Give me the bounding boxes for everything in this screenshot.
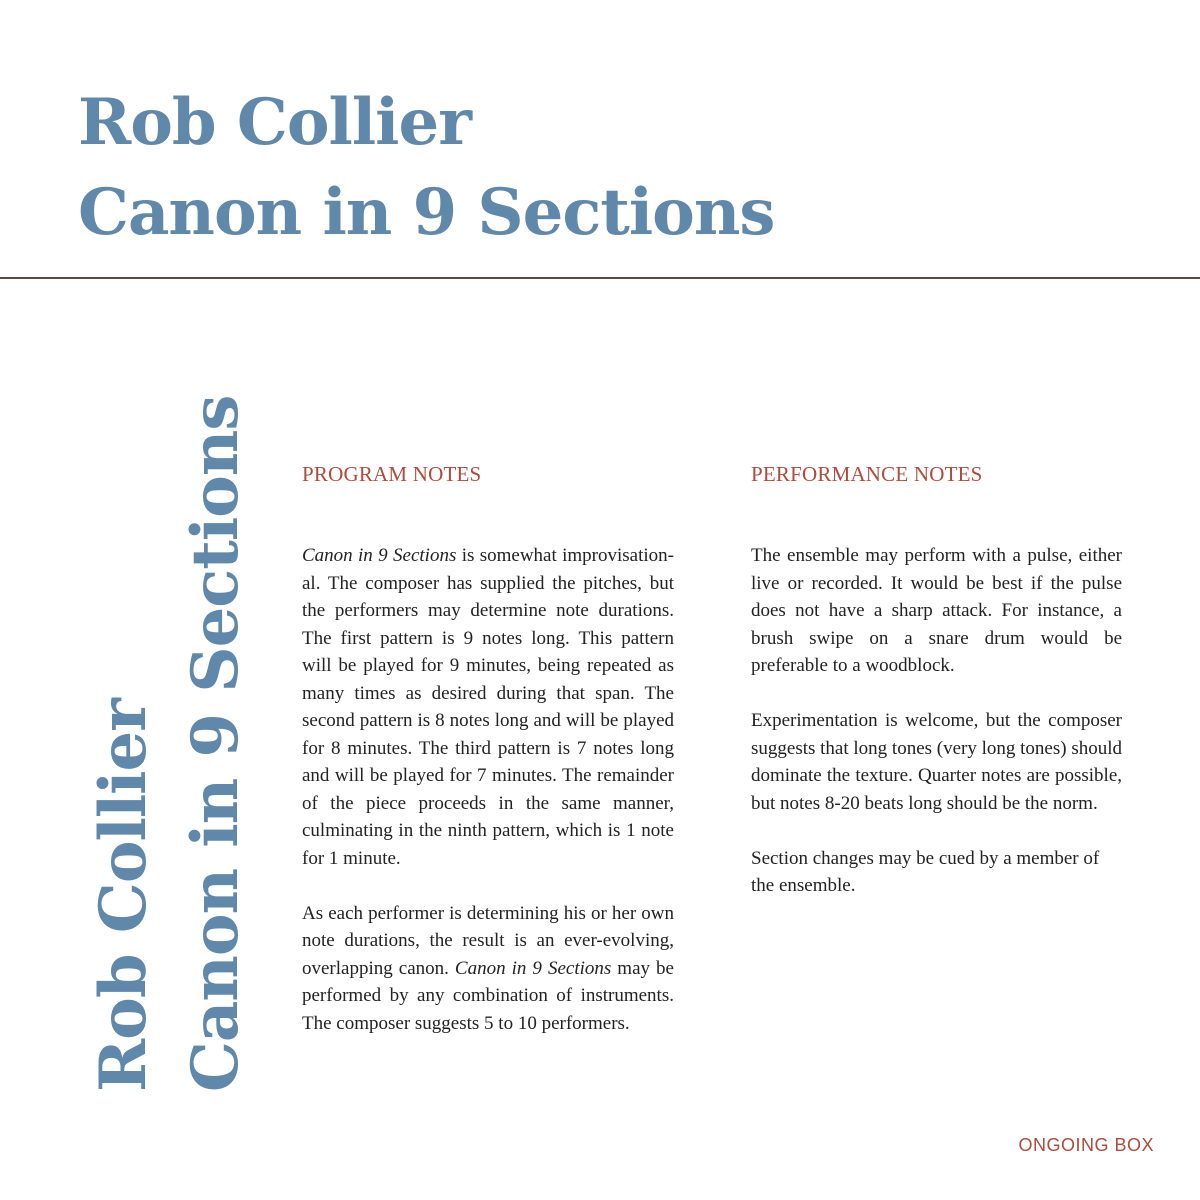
- footer-label: ONGOING BOX: [1018, 1135, 1154, 1155]
- side-title-work: Canon in 9 Sections: [178, 395, 253, 1092]
- performance-notes-paragraph-3: Section changes may be cued by a member of the ensemble.: [751, 847, 1100, 896]
- title-work: Canon in 9 Sections: [78, 175, 775, 250]
- performance-notes-paragraph-1: The ensemble may perform with a pulse, either live or recorded. It would be best if the pulse does not have a sharp attack. For instance, a brush swipe on a snare drum would be preferable to a woodblock.: [751, 545, 1122, 676]
- performance-notes-column: [751, 542, 1122, 900]
- header-divider: [0, 277, 1200, 279]
- program-notes-column: [302, 542, 674, 1037]
- program-notes-paragraph-1: [302, 542, 674, 872]
- program-notes-text: As each performer is determining his or her own note durations, the result is an ever-evolving, overlapping canon.: [302, 902, 674, 979]
- program-notes-text: may be performed by any combination of instruments. The composer suggests 5 to 10 performers.: [302, 957, 674, 1034]
- page-title: [78, 78, 774, 258]
- performance-notes-paragraph-2: Experimentation is welcome, but the composer suggests that long tones (very long tones) should dominate the texture. Quarter notes are possible, but notes 8-20 beats long should be the norm.: [751, 710, 1122, 814]
- program-notes-paragraph-2: [302, 900, 674, 1038]
- vertical-side-title: [78, 396, 262, 1092]
- work-title-italic: Canon in 9 Sections: [302, 545, 457, 566]
- program-notes-heading: PROGRAM NOTES: [302, 462, 482, 486]
- program-notes-text: is somewhat improvisational. The composer has supplied the pitches, but the performers may determine note durations. The first pattern is 9 notes long. This pattern will be played for 9 minutes, being repeated as many times as desired during that span. The second pattern is 8 notes long and will be played for 8 minutes. The third pattern is 7 notes long and will be played for 7 minutes. The remainder of the piece proceeds in the same manner, culminating in the ninth pattern, which is 1 note for 1 minute.: [302, 545, 674, 869]
- title-composer: Rob Collier: [78, 85, 471, 160]
- side-title-composer: Rob Collier: [86, 699, 161, 1092]
- work-title-italic: Canon in 9 Sections: [454, 957, 612, 979]
- performance-notes-heading: PERFORMANCE NOTES: [751, 462, 983, 486]
